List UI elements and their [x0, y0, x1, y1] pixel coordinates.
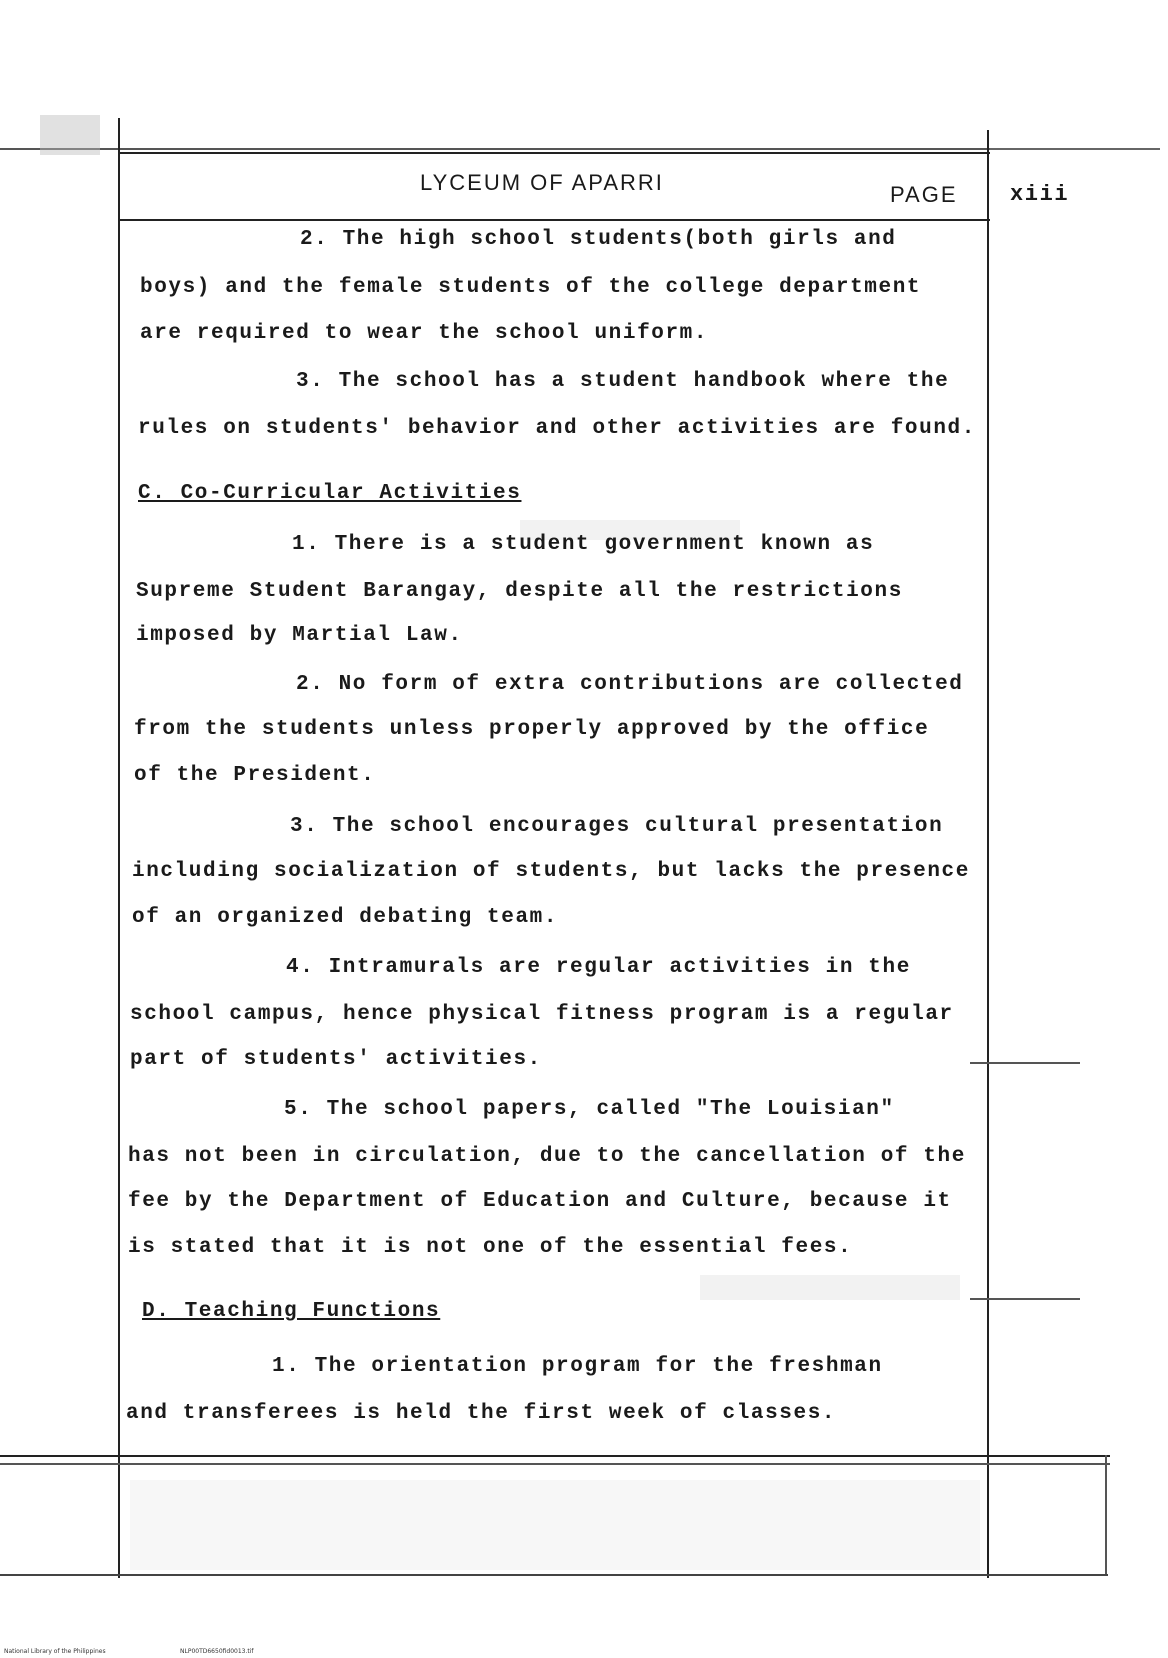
rule-3-line-1: 3. The school has a student handbook where the: [296, 370, 950, 393]
header-rule-bottom: [120, 219, 990, 221]
left-border: [118, 118, 120, 1578]
scan-noise: [700, 1275, 960, 1300]
section-c-heading: C. Co-Curricular Activities: [138, 482, 522, 505]
scan-noise: [130, 1480, 980, 1570]
c4-line-3: part of students' activities.: [130, 1048, 542, 1071]
right-margin-rule-2: [970, 1298, 1080, 1300]
c1-line-3: imposed by Martial Law.: [136, 624, 463, 647]
rule-2-line-3: are required to wear the school uniform.: [140, 322, 709, 345]
c4-line-2: school campus, hence physical fitness program is a regular: [130, 1003, 954, 1026]
c5-line-3: fee by the Department of Education and Culture, because it: [128, 1190, 952, 1213]
rule-2-line-2: boys) and the female students of the college department: [140, 276, 922, 299]
c5-line-2: has not been in circulation, due to the cancellation of the: [128, 1145, 966, 1168]
d1-line-2: and transferees is held the first week of classes.: [126, 1402, 837, 1425]
c3-line-2: including socialization of students, but lacks the presence: [132, 860, 970, 883]
c2-line-1: 2. No form of extra contributions are collected: [296, 673, 964, 696]
c3-line-1: 3. The school encourages cultural presentation: [290, 815, 944, 838]
rule-2-line-1: 2. The high school students(both girls and: [300, 228, 897, 251]
margin-rule-right: [990, 148, 1160, 150]
right-margin-rule-1: [970, 1062, 1080, 1064]
c4-line-1: 4. Intramurals are regular activities in the: [286, 956, 911, 979]
bottom-rule: [0, 1455, 1110, 1457]
header-rule-top: [120, 152, 990, 154]
c2-line-3: of the President.: [134, 764, 376, 787]
d1-line-1: 1. The orientation program for the freshman: [272, 1355, 883, 1378]
c2-line-2: from the students unless properly approved by the office: [134, 718, 930, 741]
rule-3-line-2: rules on students' behavior and other activities are found.: [138, 417, 976, 440]
right-border: [987, 130, 989, 1578]
c1-line-1: 1. There is a student government known as: [292, 533, 875, 556]
c5-line-4: is stated that it is not one of the essential fees.: [128, 1236, 853, 1259]
bottom-rule-2: [0, 1463, 1110, 1465]
footer-file: NLP00TD6650fid0013.tif: [180, 1648, 254, 1655]
c3-line-3: of an organized debating team.: [132, 906, 559, 929]
page-number: xiii: [1010, 182, 1070, 207]
footer-library: National Library of the Philippines: [4, 1648, 106, 1655]
page-label: PAGE: [890, 182, 958, 207]
footer-rule: [0, 1574, 1108, 1576]
scan-noise: [40, 115, 100, 155]
section-d-heading: D. Teaching Functions: [142, 1300, 441, 1323]
c1-line-2: Supreme Student Barangay, despite all the restrictions: [136, 580, 903, 603]
lower-right-border: [1105, 1455, 1107, 1575]
institution-title: LYCEUM OF APARRI: [420, 170, 664, 195]
top-rule: [0, 148, 1000, 150]
c5-line-1: 5. The school papers, called "The Louisian": [284, 1098, 895, 1121]
